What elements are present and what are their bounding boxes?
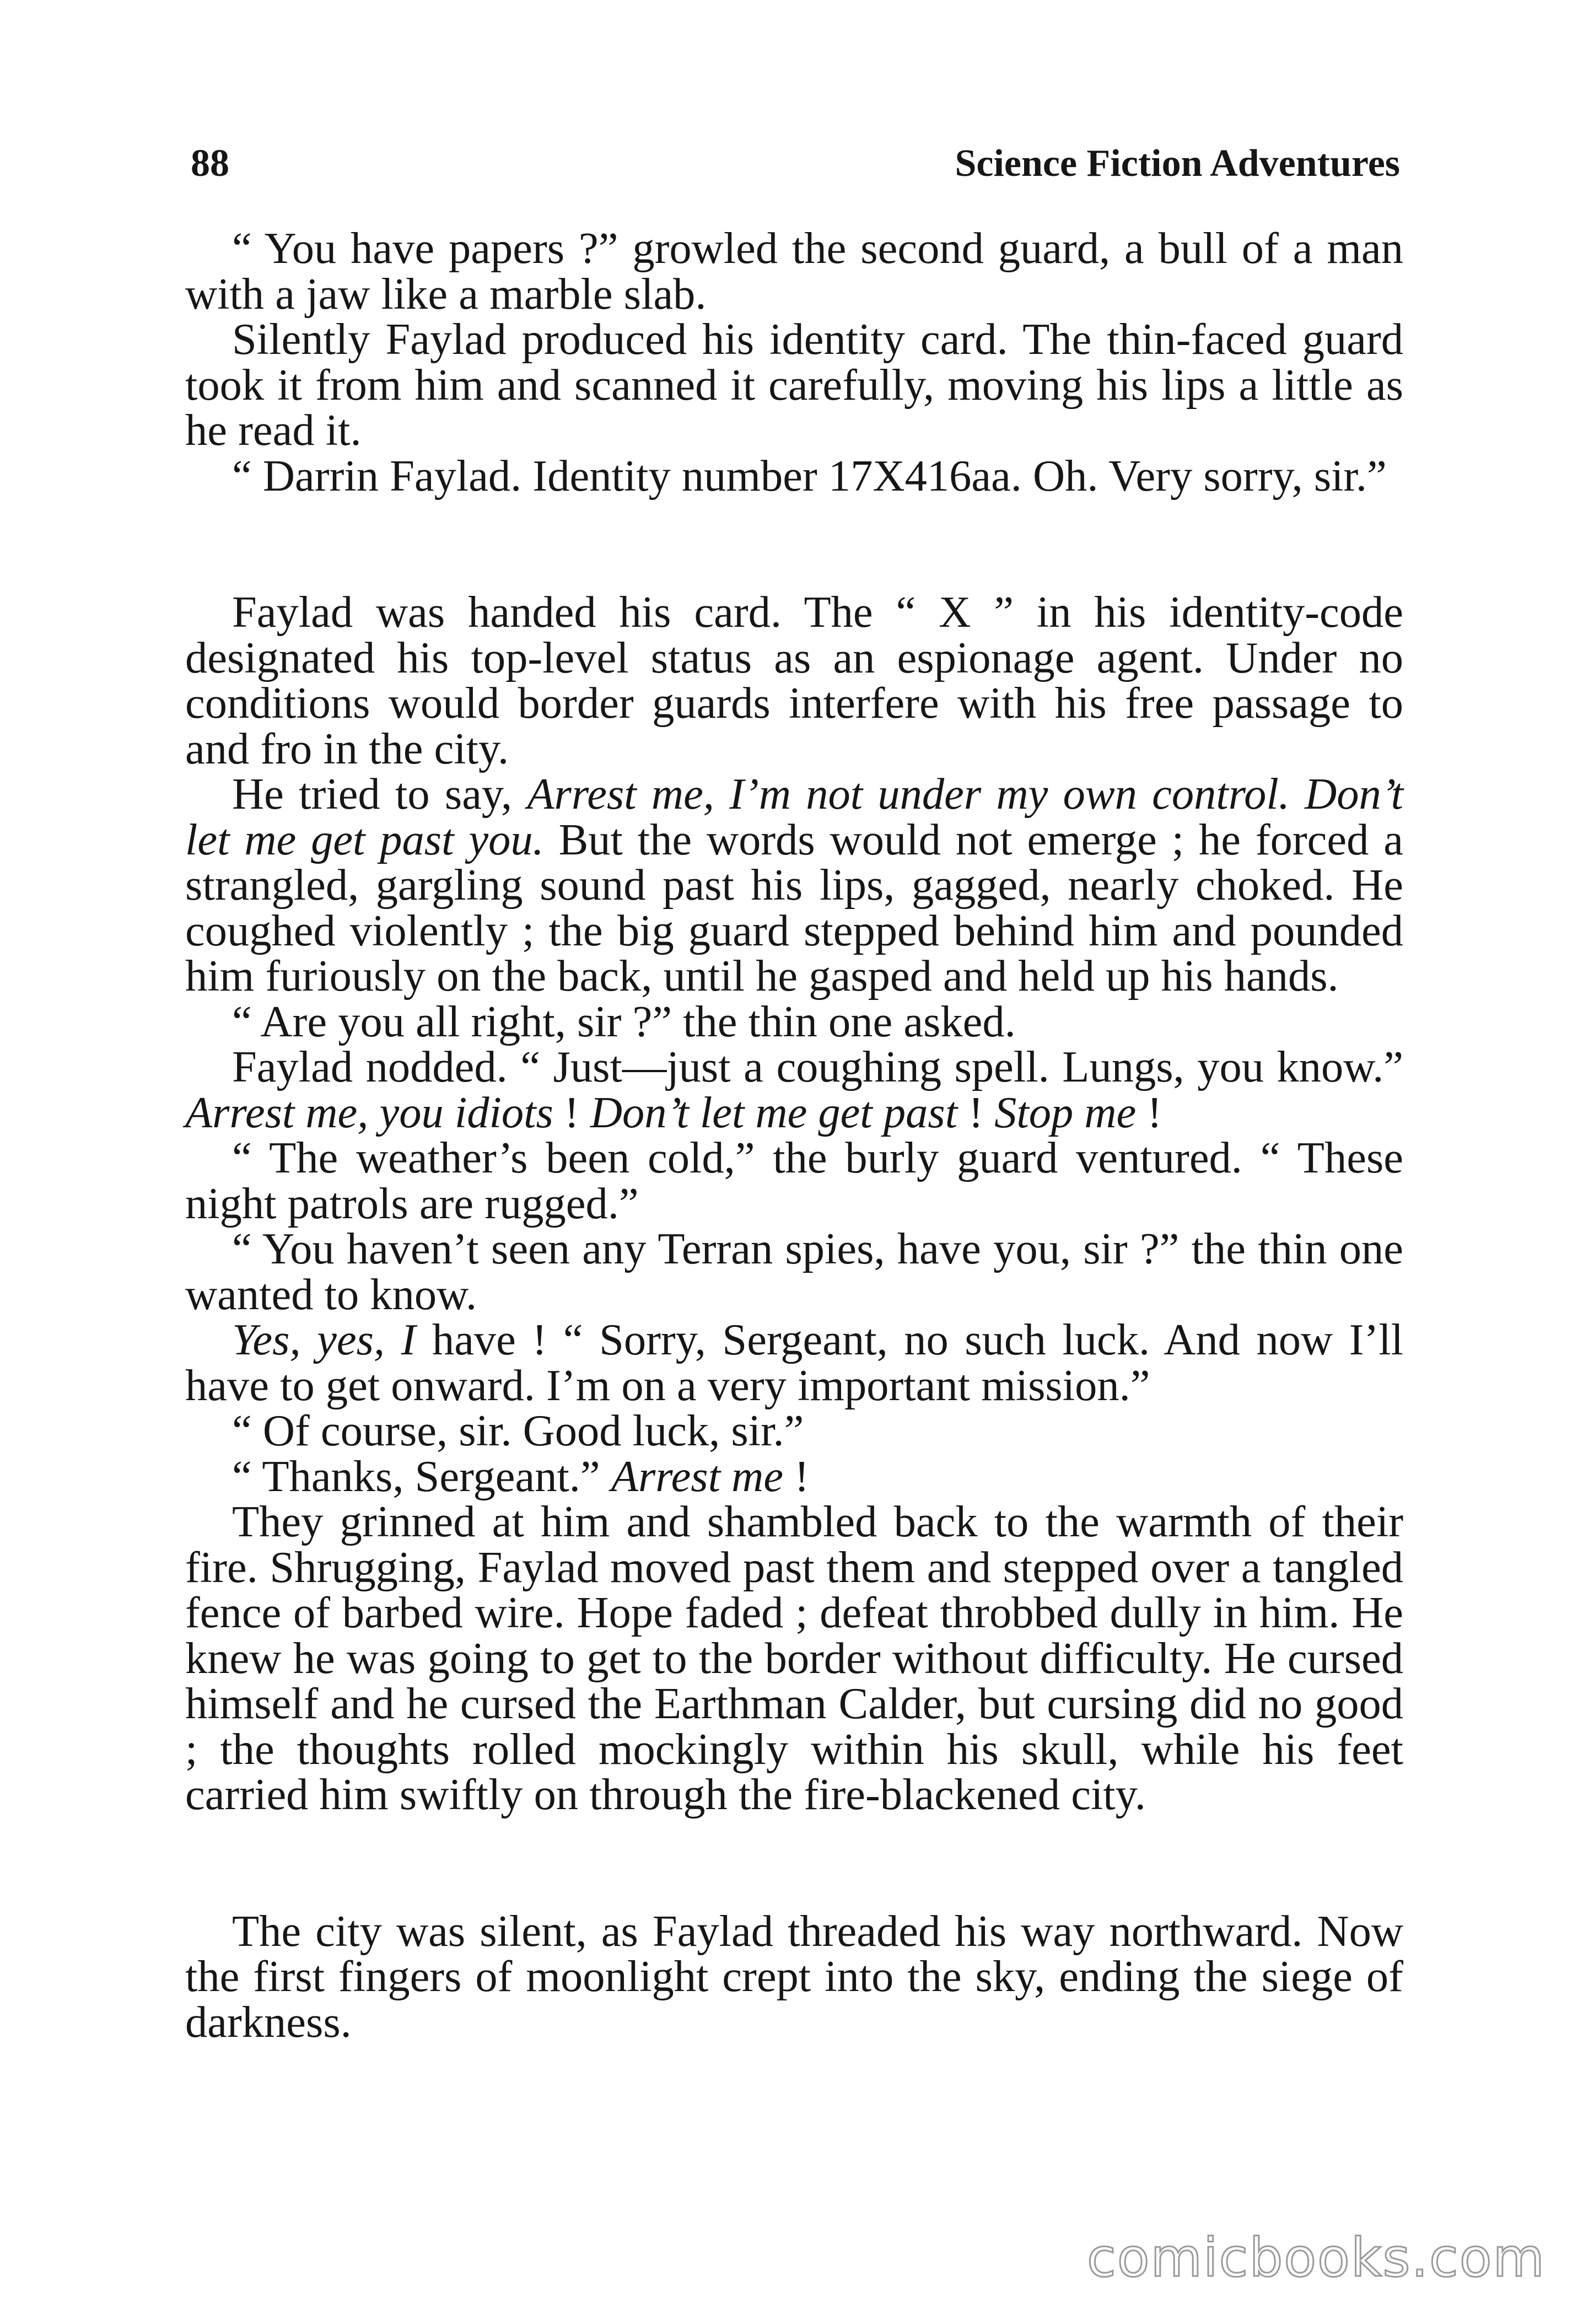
paragraph (185, 1042, 1403, 1137)
running-title: Science Fiction Adventures (955, 142, 1400, 185)
section-break (185, 499, 1403, 590)
body-text (185, 226, 1403, 2045)
text-run: “ Darrin Faylad. Identity number 17X416aa. Oh. Very sorry, sir.” (232, 451, 1387, 501)
italic-text: Yes, yes, I (232, 1315, 416, 1364)
text-run: “ Are you all right, sir ?” the thin one asked. (232, 997, 1016, 1046)
section-break (185, 1818, 1403, 1909)
paragraph (185, 772, 1403, 999)
paragraph (185, 1451, 1403, 1501)
text-run: Faylad was handed his card. The “ X ” in his identity-code designated his top-level status as an espionage agent. Under no conditions would border guards interfere with his free passage to and fro in the city. (185, 588, 1403, 773)
italic-text: Arrest me, I’m not under my own control. Don’t let me get past you. (185, 770, 1403, 864)
page-number: 88 (191, 142, 229, 185)
text-run: ! (553, 1088, 590, 1137)
italic-text: Don’t let me get past (590, 1088, 958, 1137)
text-run: The city was silent, as Faylad threaded his way northward. Now the first fingers of moonlight crept into the sky, ending the siege of darkness. (185, 1906, 1403, 2047)
text-run: “ Thanks, Sergeant.” (232, 1451, 611, 1501)
paragraph (185, 1499, 1403, 1818)
text-run: But the words would not emerge ; he forced a strangled, gargling sound past his lips, gagged, nearly choked. He coughed violently ; the big guard stepped behind him and pounded him furiously on the back, until he gasped and held up his hands. (185, 815, 1403, 1000)
italic-text: Stop me (994, 1088, 1137, 1137)
text-run: They grinned at him and shambled back to the warmth of their fire. Shrugging, Faylad moved past them and stepped over a tangled fence of barbed wire. Hope faded ; defeat throbbed dully in him. He knew he was going to get to the border without difficulty. He cursed himself and he cursed the Earthman Calder, but cursing did no good ; the thoughts rolled mockingly within his skull, while his feet carried him swiftly on through the fire-blackened city. (185, 1497, 1403, 1819)
text-run: “ You have papers ?” growled the second guard, a bull of a man with a jaw like a marble slab. (185, 224, 1403, 319)
paragraph (185, 1226, 1403, 1317)
text-run: He tried to say, (232, 770, 527, 819)
text-run: Faylad nodded. “ Just—just a coughing spell. Lungs, you know.” (232, 1042, 1403, 1091)
italic-text: Arrest me, you idiots (185, 1088, 553, 1137)
text-run: “ You haven’t seen any Terran spies, have you, sir ?” the thin one wanted to know. (185, 1224, 1403, 1319)
paragraph (185, 1906, 1403, 2047)
text-run: “ Of course, sir. Good luck, sir.” (232, 1406, 804, 1455)
text-run: have ! “ Sorry, Sergeant, no such luck. And now I’ll have to get onward. I’m on a very important mission.” (185, 1315, 1403, 1410)
text-run: Silently Faylad produced his identity card. The thin-faced guard took it from him and scanned it carefully, moving his lips a little as he read it. (185, 315, 1403, 455)
text-run: ! (783, 1451, 809, 1501)
paragraph (185, 1408, 1403, 1454)
paragraph (185, 1133, 1403, 1228)
paragraph (185, 1317, 1403, 1408)
text-run: ! (1136, 1088, 1162, 1137)
paragraph (185, 226, 1403, 317)
text-run: ! (957, 1088, 995, 1137)
paragraph (185, 590, 1403, 772)
paragraph (185, 451, 1403, 501)
italic-text: Arrest me (611, 1451, 784, 1501)
text-run: “ The weather’s been cold,” the burly guard ventured. “ These night patrols are rugged.” (185, 1133, 1403, 1228)
paragraph (185, 317, 1403, 454)
watermark: comicbooks.com (1086, 2227, 1545, 2289)
paragraph (185, 999, 1403, 1045)
